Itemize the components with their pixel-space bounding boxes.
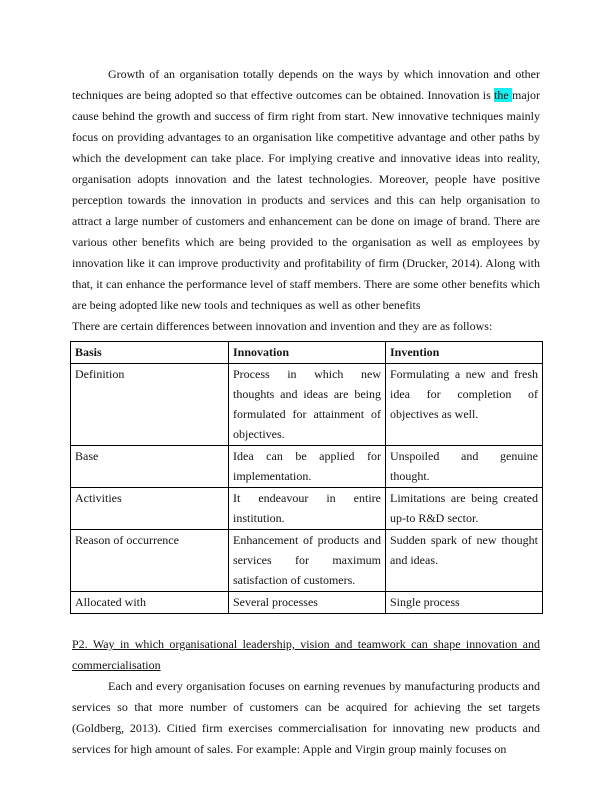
table-header-innovation: Innovation <box>229 342 386 364</box>
paragraph-1-text-before-highlight: Growth of an organisation totally depends on the ways by which innovation and other techniques are being adopted so that effective outcomes can be obtained. Innovation is <box>72 67 540 102</box>
table-cell-innovation: Several processes <box>229 592 386 614</box>
table-cell-innovation: Process in which new thoughts and ideas are being formulated for attainment of objectives. <box>229 364 386 446</box>
table-cell-basis: Definition <box>71 364 229 446</box>
table-cell-basis: Activities <box>71 488 229 530</box>
page-content <box>72 64 540 760</box>
table-header-basis: Basis <box>71 342 229 364</box>
table-cell-invention: Limitations are being created up-to R&D sector. <box>386 488 543 530</box>
table-cell-innovation: Idea can be applied for implementation. <box>229 446 386 488</box>
table-header-row <box>71 342 543 364</box>
table-row-definition <box>71 364 543 446</box>
table-cell-invention: Formulating a new and fresh idea for completion of objectives as well. <box>386 364 543 446</box>
table-cell-innovation: It endeavour in entire institution. <box>229 488 386 530</box>
body-paragraph-2: Each and every organisation focuses on earning revenues by manufacturing products and services so that more number of customers can be acquired for achieving the set targets (Goldberg, 2013). Citied firm exercises commercialisation for innovating new products and services for high amount of sales. For example: Apple and Virgin group mainly focuses on <box>72 679 540 756</box>
table-cell-basis: Reason of occurrence <box>71 530 229 592</box>
table-cell-innovation: Enhancement of products and services for maximum satisfaction of customers. <box>229 530 386 592</box>
table-cell-invention: Sudden spark of new thought and ideas. <box>386 530 543 592</box>
section-heading-p2: P2. Way in which organisational leadership, vision and teamwork can shape innovation and commercialisation <box>72 637 540 672</box>
table-cell-invention: Unspoiled and genuine thought. <box>386 446 543 488</box>
table-row-base <box>71 446 543 488</box>
highlighted-text: the <box>494 88 512 102</box>
table-row-reason-of-occurrence <box>71 530 543 592</box>
body-paragraph-1 <box>72 64 540 316</box>
table-cell-basis: Allocated with <box>71 592 229 614</box>
table-cell-invention: Single process <box>386 592 543 614</box>
table-cell-basis: Base <box>71 446 229 488</box>
table-row-activities <box>71 488 543 530</box>
table-header-invention: Invention <box>386 342 543 364</box>
innovation-invention-comparison-table <box>70 341 543 614</box>
paragraph-1-text-after-highlight: major cause behind the growth and success of firm right from start. New innovative techniques mainly focus on providing advantages to an organisation like competitive advantage and other paths by which the development can take place. For implying creative and innovative ideas into reality, organisation adopts innovation and the latest technologies. Moreover, people have positive perception towards the innovation in products and services and this can help organisation to attract a large number of customers and enhancement can be done on image of brand. There are various other benefits which are being provided to the organisation as well as employees by innovation like it can improve productivity and profitability of firm (Drucker, 2014). Along with that, it can enhance the performance level of staff members. There are some other benefits which are being adopted like new tools and techniques as well as other benefits <box>72 88 540 312</box>
table-row-allocated-with <box>71 592 543 614</box>
table-intro-line: There are certain differences between innovation and invention and they are as follows: <box>72 319 493 333</box>
